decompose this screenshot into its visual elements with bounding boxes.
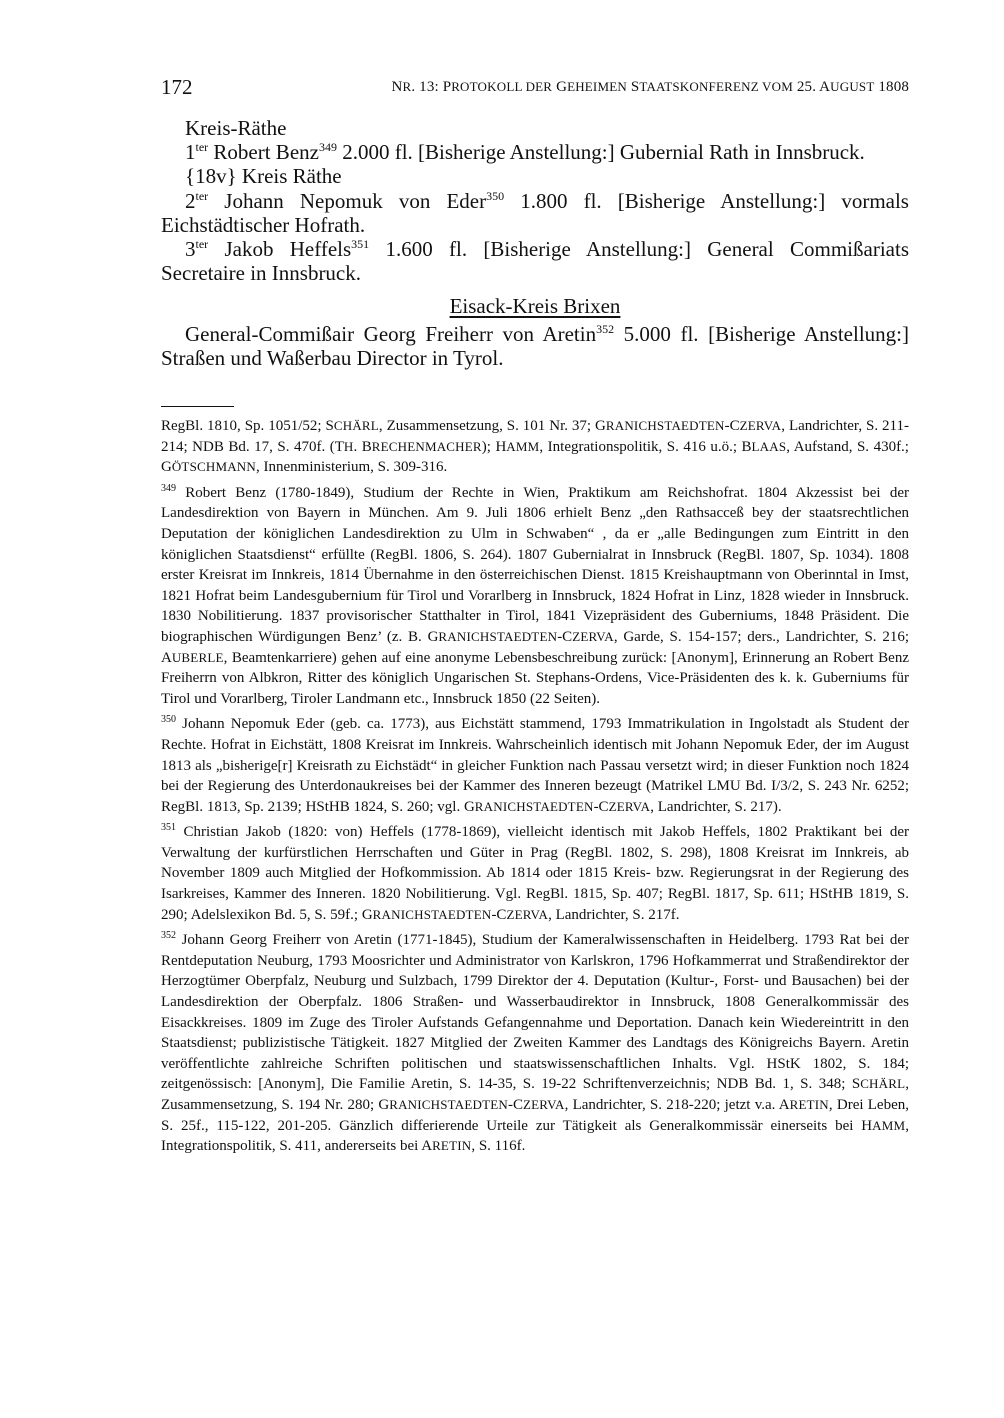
- footnote: $^{349}$ Robert Benz (1780-1849), Studium der Rechte in Wien, Praktikum am Reichshofrat. 1804 Akzessist bei der Landesdirektion von Bayern in München. Am 9. Juli 1806 erhielt Benz „den Rathsacceß bey der staatsrechtlichen Deputation der königlichen Landesdirektion zu Ulm in Schwaben“ , da er „alle Bedingungen zum Eintritt in den königlichen Staatsdienst“ erfüllte (RegBl. 1806, S. 264). 1807 Gubernialrat in Innsbruck (RegBl. 1807, Sp. 1034). 1808 erster Kreisrat im Innkreis, 1814 Übernahme in den österreichischen Dienst. 1815 Kreishauptmann von Oberinntal in Imst, 1821 Hofrat beim Landesgubernium für Tirol und Vorarlberg in Innsbruck, 1824 Hofrat in Linz, 1828 wieder in Innsbruck. 1830 Nobilitierung. 1837 provisorischer Statthalter in Tirol, 1841 Vizepräsident des Guberniums, 1848 Präsident. Die biographischen Würdigungen Benz’ (z. B. GRANICHSTAEDTEN-CZERVA, Garde, S. 154-157; ders., Landrichter, S. 216; AUBERLE, Beamtenkarriere) gehen auf eine anonyme Lebensbeschreibung zurück: [Anonym], Erinnerung an Robert Benz Freiherrn von Albkron, Ritter des königlich Ungarischen St. Stephans-Ordens, Vice-Präsidenten des k. k. Guberniums für Tirol und Vorarlberg, Tiroler Landmann etc., Innsbruck 1850 (22 Seiten).: [161, 482, 909, 707]
- main-paragraph: $2^{ter}$ Johann Nepomuk von Eder$^{350}$ 1.800 fl. [Bisherige Anstellung:] vormals Eichstädtischer Hofrath.: [161, 188, 909, 237]
- main-paragraph: Kreis-Räthe: [185, 116, 287, 140]
- main-paragraph: $1^{ter}$ Robert Benz$^{349}$ 2.000 fl. [Bisherige Anstellung:] Gubernial Rath in Innsbruck.: [185, 140, 865, 165]
- page-number: 172: [161, 75, 193, 99]
- main-paragraph: {18v} Kreis Räthe: [185, 164, 342, 189]
- footnote: $^{352}$ Johann Georg Freiherr von Aretin (1771-1845), Studium der Kameralwissenschaften in Heidelberg. 1793 Rat bei der Rentdeputation Neuburg, 1793 Moosrichter und Administrator von Karlskron, 1796 Hofkammerrat und Straßendirektor der Herzogtümer Oberpfalz, Neuburg und Sulzbach, 1799 Direktor der 4. Deputation (Kultur-, Forst- und Bausachen) bei der Landesdirektion der Oberpfalz. 1806 Straßen- und Wasserbaudirektor in Innsbruck, 1808 Generalkommissär des Eisackkreises. 1809 im Zuge des Tiroler Aufstands Gefangennahme und Deportation. Danach kein Wiedereintritt in den Staatsdienst; publizistische Tätigkeit. 1827 Mitglied der Zweiten Kammer des Landtags des Königreichs Bayern. Aretin veröffentlichte zahlreiche Schriften politischen und staatswissenschaftlichen Inhalts. Vgl. HStK 1802, S. 184; zeitgenössisch: [Anonym], Die Familie Aretin, S. 14-35, S. 19-22 Schriftenverzeichnis; NDB Bd. 1, S. 348; SCHÄRL, Zusammensetzung, S. 194 Nr. 280; GRANICHSTAEDTEN-CZERVA, Landrichter, S. 218-220; jetzt v.a. ARETIN, Drei Leben, S. 25f., 115-122, 201-205. Gänzlich differierende Urteile zur Tätigkeit als Generalkommissär einerseits bei HAMM, Integrationspolitik, S. 411, andererseits bei ARETIN, S. 116f.: [161, 930, 909, 1155]
- main-text: [161, 116, 909, 370]
- running-title: NR. 13: PROTOKOLL DER GEHEIMEN STAATSKONFERENZ VOM 25. AUGUST 1808: [391, 79, 909, 95]
- footnote: $^{351}$ Christian Jakob (1820: von) Heffels (1778-1869), vielleicht identisch mit Jakob Heffels, 1802 Praktikant bei der Verwaltung der kurfürstlichen Herrschaften und Güter in Prag (RegBl. 1802, S. 298), 1808 Kreisrat im Innkreis, ab November 1809 auch Mitglied der Hofkommission. Ab 1814 oder 1815 Kreis- bzw. Regierungsrat in der Regierung des Isarkreises, Kammer des Inneren. 1820 Nobilitierung. Vgl. RegBl. 1815, Sp. 407; RegBl. 1817, Sp. 611; HStHB 1819, S. 290; Adelslexikon Bd. 5, S. 59f.; GRANICHSTAEDTEN-CZERVA, Landrichter, S. 217f.: [161, 822, 909, 923]
- main-paragraph: General-Commißair Georg Freiherr von Aretin$^{352}$ 5.000 fl. [Bisherige Anstellung:] Straßen und Waßerbau Director in Tyrol.: [161, 321, 909, 370]
- running-head: [161, 74, 909, 100]
- section-heading: Eisack-Kreis Brixen: [449, 294, 621, 319]
- footnote-separator: [161, 406, 234, 407]
- footnote: RegBl. 1810, Sp. 1051/52; SCHÄRL, Zusammensetzung, S. 101 Nr. 37; GRANICHSTAEDTEN-CZERVA, Landrichter, S. 211-214; NDB Bd. 17, S. 470f. (TH. BRECHENMACHER); HAMM, Integrationspolitik, S. 416 u.ö.; BLAAS, Aufstand, S. 430f.; GÖTSCHMANN, Innenministerium, S. 309-316.: [161, 418, 909, 476]
- main-paragraph: $3^{ter}$ Jakob Heffels$^{351}$ 1.600 fl. [Bisherige Anstellung:] General Commißariats Secretaire in Innsbruck.: [161, 237, 909, 286]
- footnote: $^{350}$ Johann Nepomuk Eder (geb. ca. 1773), aus Eichstätt stammend, 1793 Immatrikulation in Ingolstadt als Student der Rechte. Hofrat in Eichstätt, 1808 Kreisrat im Innkreis. Wahrscheinlich identisch mit Johann Nepomuk Eder, der im August 1813 als „bisherige[r] Kreisrath zu Eichstädt“ in gleicher Funktion nach Passau versetzt wird; in dieser Funktion noch 1824 bei der Regierung des Unterdonaukreises bei der Kammer des Inneren bezeugt (Matrikel LMU Bd. I/3/2, S. 243 Nr. 6252; RegBl. 1813, Sp. 2139; HStHB 1824, S. 260; vgl. GRANICHSTAEDTEN-CZERVA, Landrichter, S. 217).: [161, 714, 909, 815]
- footnotes: [161, 416, 909, 1162]
